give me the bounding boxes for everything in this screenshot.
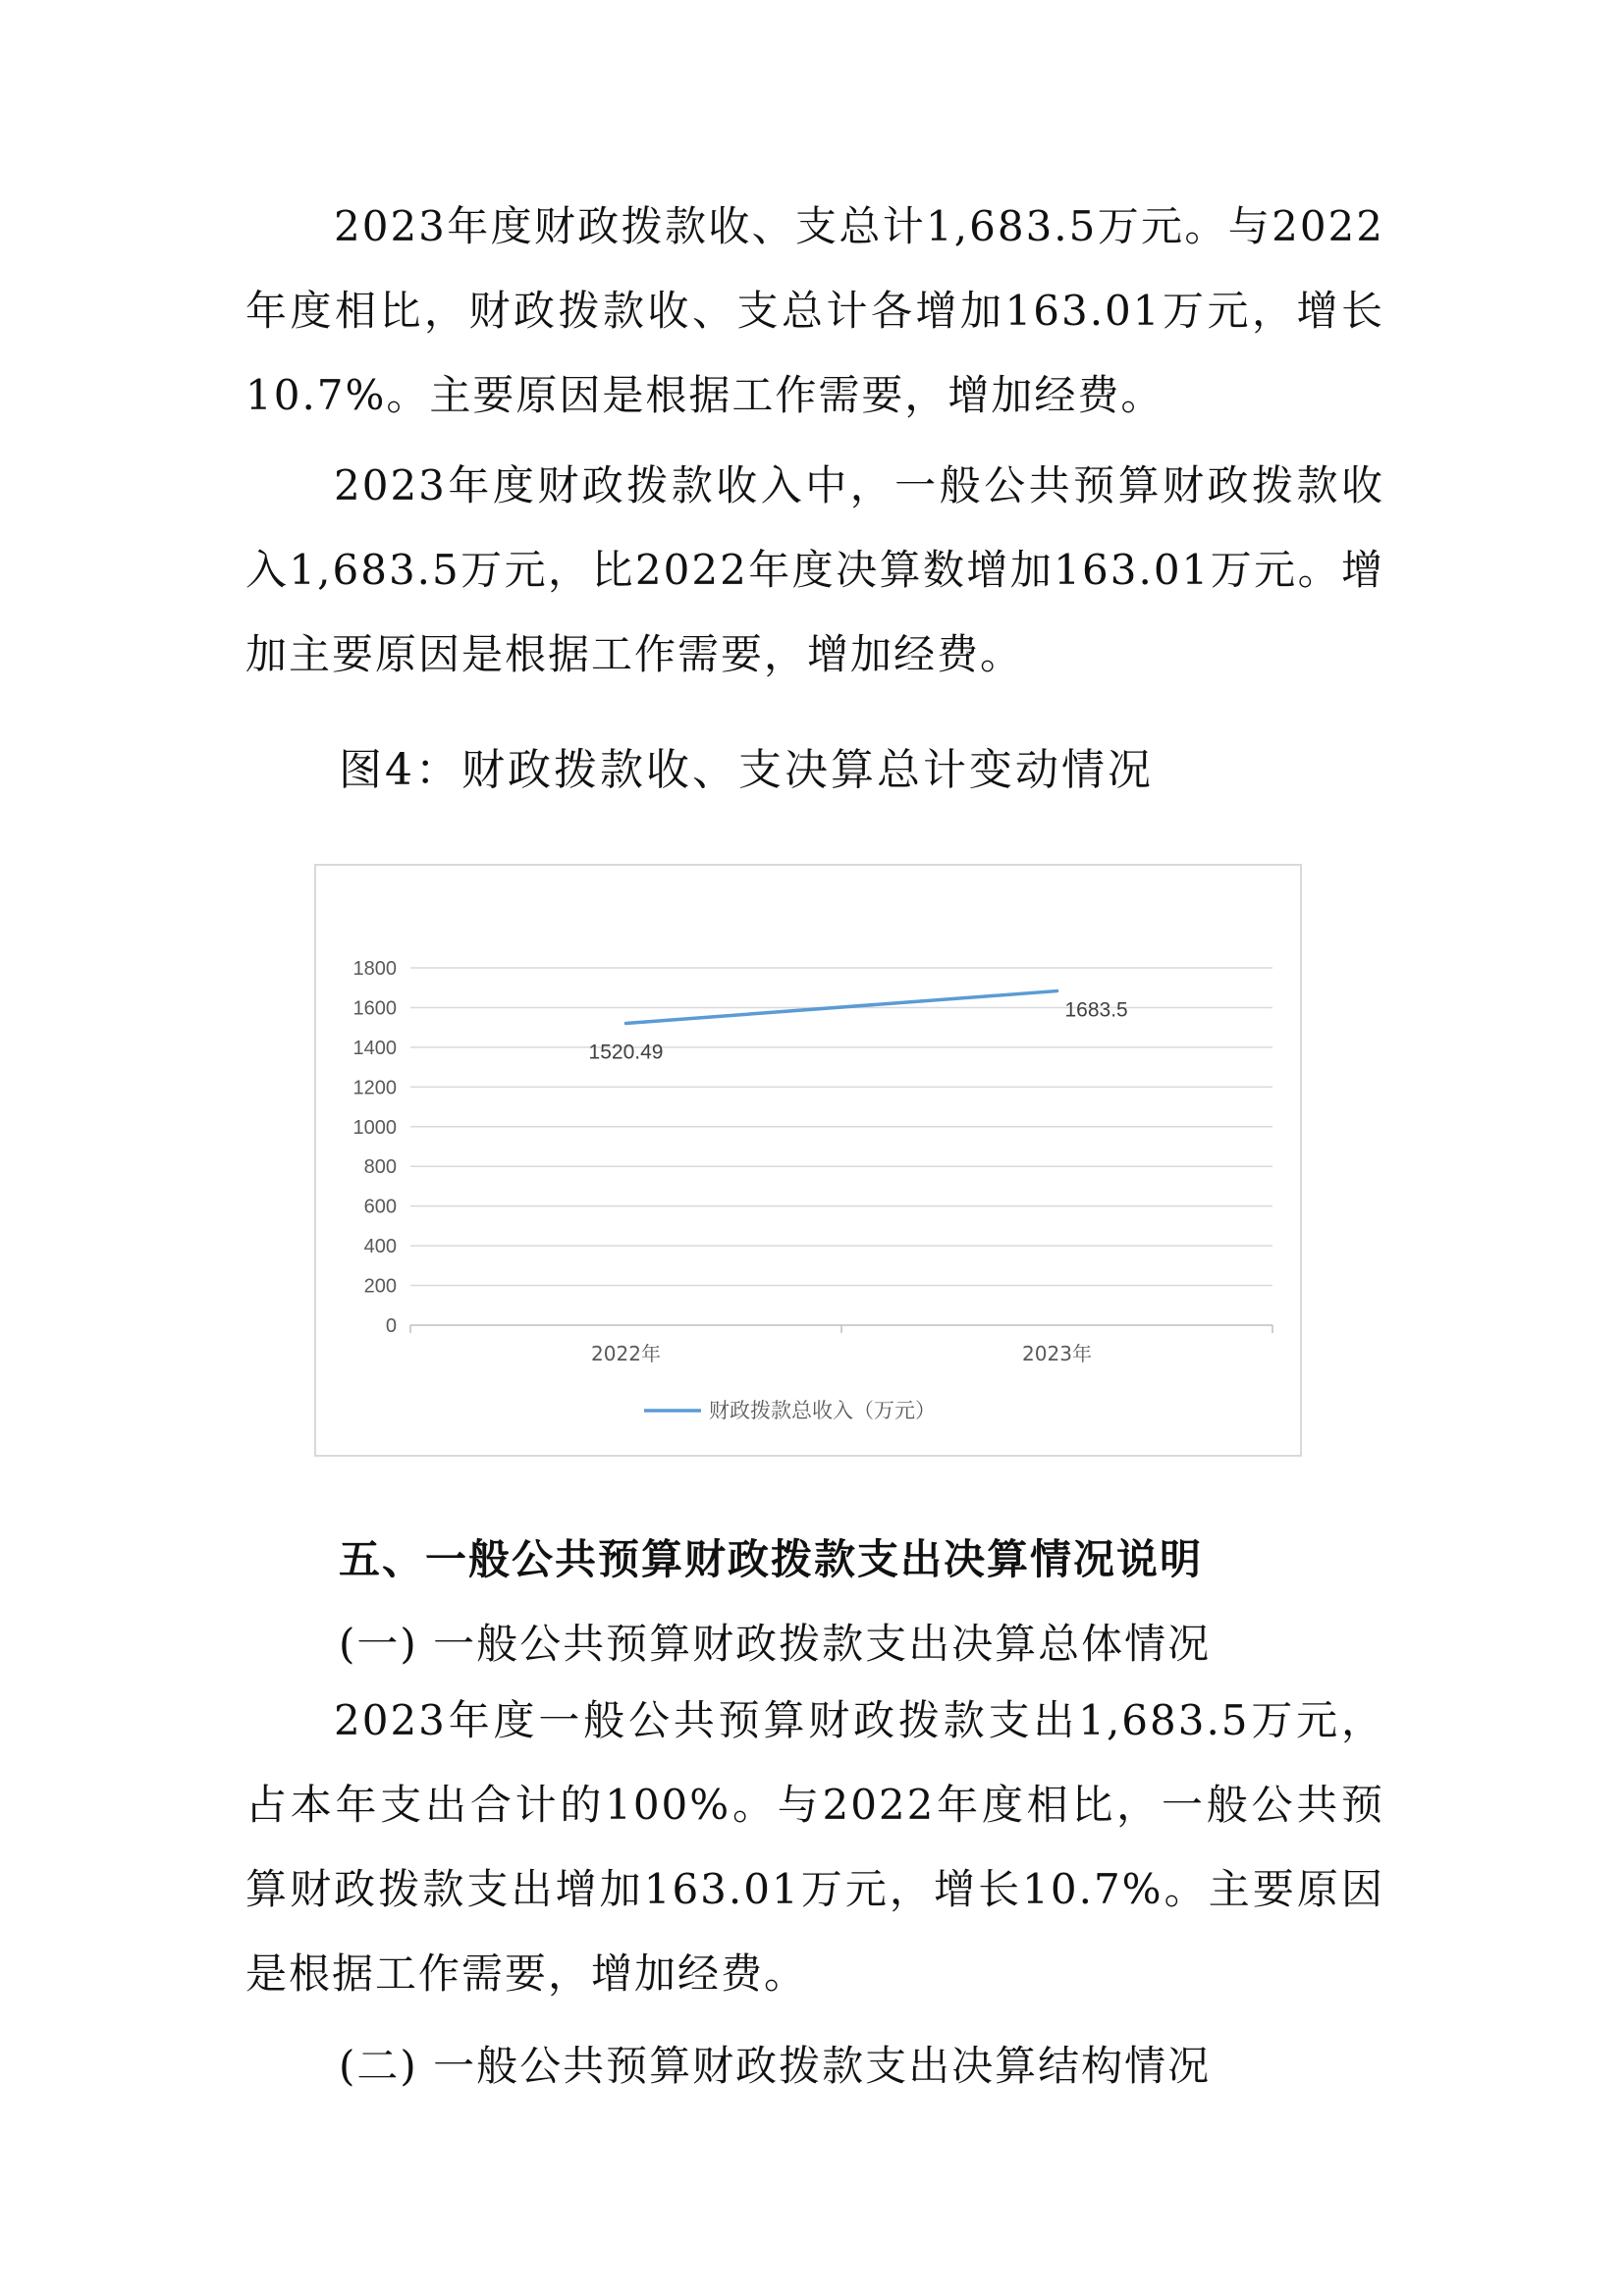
section-heading: 五、一般公共预算财政拨款支出决算情况说明	[339, 1535, 1204, 1583]
y-tick-label: 1600	[352, 997, 397, 1020]
y-tick-label: 400	[363, 1236, 397, 1258]
paragraph-total-change: 2023年度财政拨款收、支总计1,683.5万元。与2022年度相比，财政拨款收、支总计各增加163.01万元，增长10.7%。主要原因是根据工作需要，增加经费。	[245, 202, 1384, 419]
y-tick-label: 1400	[352, 1037, 397, 1059]
y-tick-label: 1200	[352, 1077, 397, 1099]
data-label: 1683.5	[1064, 998, 1128, 1022]
y-tick-label: 200	[363, 1275, 397, 1298]
y-tick-label: 1800	[352, 958, 397, 980]
subsection-heading-structure: (二) 一般公共预算财政拨款支出决算结构情况	[339, 2042, 1212, 2090]
data-label: 1520.49	[588, 1041, 664, 1064]
line-chart	[314, 864, 1302, 1457]
paragraph-expenditure-overall: 2023年度一般公共预算财政拨款支出1,683.5万元，占本年支出合计的100%。与2022年度相比，一般公共预算财政拨款支出增加163.01万元，增长10.7%。主要原因是根据工作需要，增加经费。	[245, 1696, 1384, 1998]
subsection-heading-overall: (一) 一般公共预算财政拨款支出决算总体情况	[339, 1620, 1212, 1668]
y-tick-label: 0	[385, 1315, 397, 1337]
x-tick-label: 2022年	[591, 1342, 661, 1365]
figure-caption: 图4：财政拨款收、支决算总计变动情况	[339, 745, 1154, 795]
y-tick-label: 600	[363, 1196, 397, 1218]
y-tick-label: 1000	[352, 1116, 397, 1139]
y-tick-label: 800	[363, 1156, 397, 1179]
x-tick-label: 2023年	[1022, 1342, 1092, 1365]
chart-svg	[316, 866, 1300, 1455]
legend-label: 财政拨款总收入（万元）	[709, 1399, 936, 1422]
paragraph-income-breakdown: 2023年度财政拨款收入中，一般公共预算财政拨款收入1,683.5万元，比2022年度决算数增加163.01万元。增加主要原因是根据工作需要，增加经费。	[245, 461, 1384, 678]
